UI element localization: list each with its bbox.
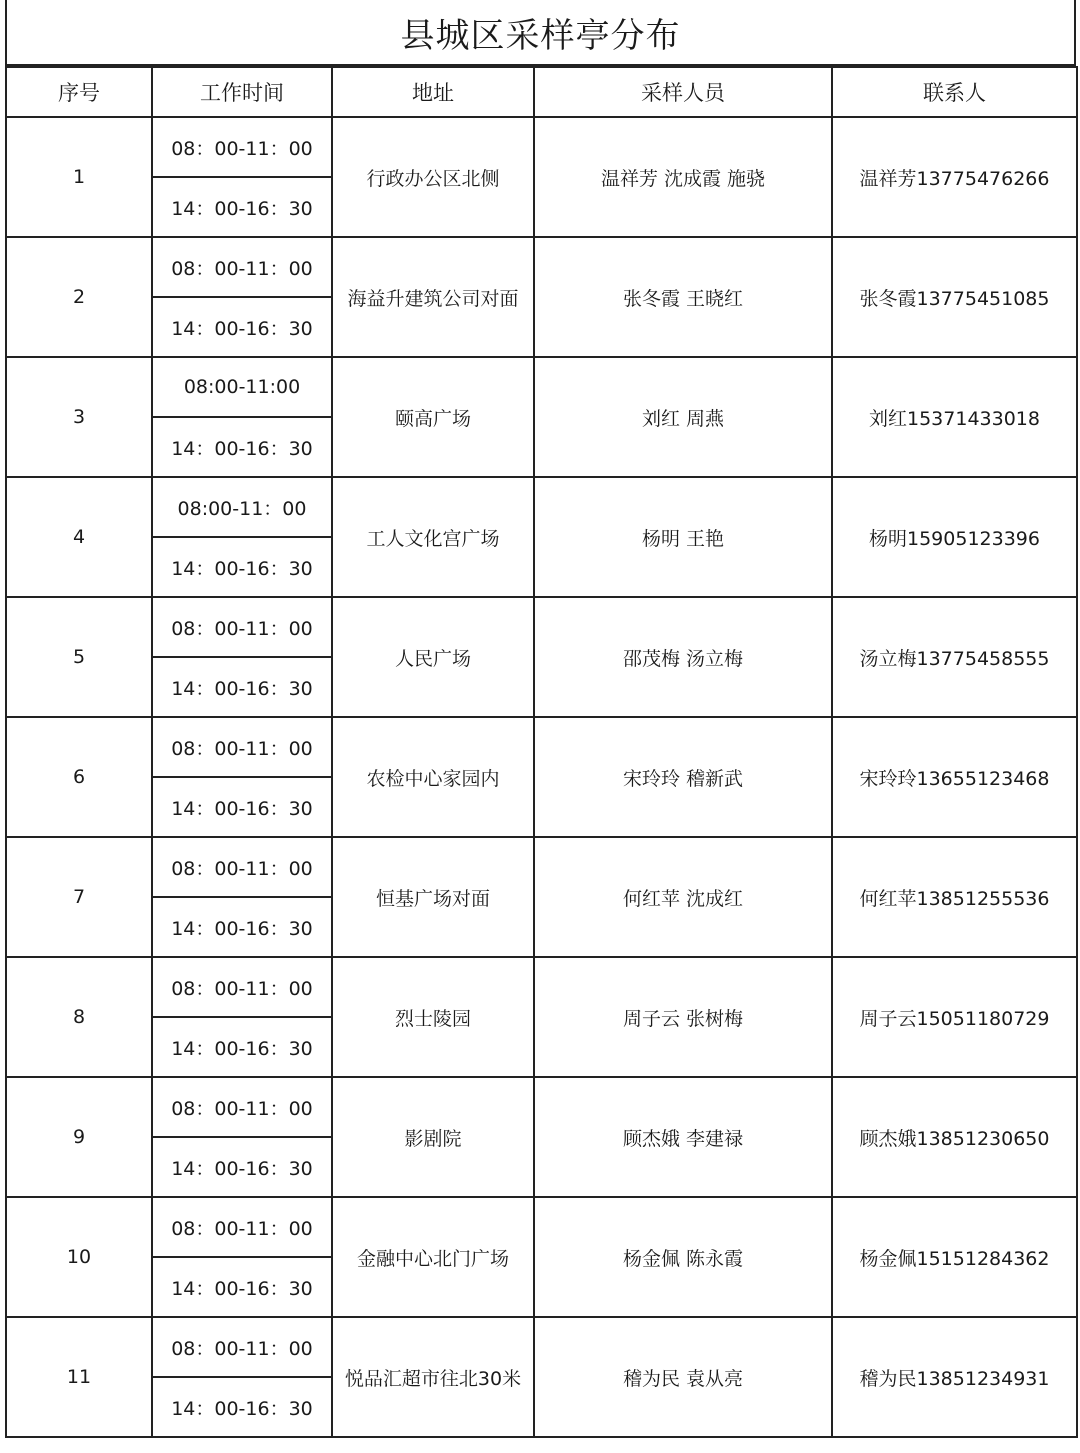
- table-row: [6, 597, 1077, 657]
- row-number: 7: [6, 837, 152, 957]
- table-row: [6, 957, 1077, 1017]
- table-row: [6, 1077, 1077, 1137]
- contact-person: 顾杰娥13851230650: [832, 1077, 1077, 1197]
- contact-person: 稽为民13851234931: [832, 1317, 1077, 1437]
- header-contact: 联系人: [832, 67, 1077, 117]
- header-no: 序号: [6, 67, 152, 117]
- booth-address: 金融中心北门广场: [332, 1197, 534, 1317]
- header-time: 工作时间: [152, 67, 332, 117]
- morning-hours: 08：00-11：00: [152, 597, 332, 657]
- booth-address: 人民广场: [332, 597, 534, 717]
- row-number: 1: [6, 117, 152, 237]
- afternoon-hours: 14：00-16：30: [152, 297, 332, 357]
- booth-address: 烈士陵园: [332, 957, 534, 1077]
- row-number: 6: [6, 717, 152, 837]
- sampling-staff: 刘红 周燕: [534, 357, 832, 477]
- contact-person: 温祥芳13775476266: [832, 117, 1077, 237]
- afternoon-hours: 14：00-16：30: [152, 537, 332, 597]
- table-row: [6, 357, 1077, 417]
- afternoon-hours: 14：00-16：30: [152, 417, 332, 477]
- contact-person: 张冬霞13775451085: [832, 237, 1077, 357]
- sampling-staff: 稽为民 袁从亮: [534, 1317, 832, 1437]
- table-row: [6, 237, 1077, 297]
- morning-hours: 08：00-11：00: [152, 1077, 332, 1137]
- contact-person: 周子云15051180729: [832, 957, 1077, 1077]
- afternoon-hours: 14：00-16：30: [152, 777, 332, 837]
- row-number: 2: [6, 237, 152, 357]
- row-number: 4: [6, 477, 152, 597]
- afternoon-hours: 14：00-16：30: [152, 1017, 332, 1077]
- sampling-staff: 温祥芳 沈成霞 施骁: [534, 117, 832, 237]
- booth-address: 悦品汇超市往北30米: [332, 1317, 534, 1437]
- afternoon-hours: 14：00-16：30: [152, 897, 332, 957]
- table-row: [6, 117, 1077, 177]
- sampling-staff: 何红苹 沈成红: [534, 837, 832, 957]
- afternoon-hours: 14：00-16：30: [152, 1257, 332, 1317]
- sampling-staff: 顾杰娥 李建禄: [534, 1077, 832, 1197]
- table-row: [6, 837, 1077, 897]
- contact-person: 杨金佩15151284362: [832, 1197, 1077, 1317]
- booth-address: 海益升建筑公司对面: [332, 237, 534, 357]
- booth-address: 工人文化宫广场: [332, 477, 534, 597]
- contact-person: 宋玲玲13655123468: [832, 717, 1077, 837]
- booth-table: [5, 66, 1078, 1438]
- sampling-staff: 张冬霞 王晓红: [534, 237, 832, 357]
- booth-address: 农检中心家园内: [332, 717, 534, 837]
- sampling-staff: 周子云 张树梅: [534, 957, 832, 1077]
- morning-hours: 08：00-11：00: [152, 717, 332, 777]
- sampling-staff: 杨明 王艳: [534, 477, 832, 597]
- contact-person: 汤立梅13775458555: [832, 597, 1077, 717]
- booth-address: 影剧院: [332, 1077, 534, 1197]
- morning-hours: 08：00-11：00: [152, 1317, 332, 1377]
- booth-address: 恒基广场对面: [332, 837, 534, 957]
- afternoon-hours: 14：00-16：30: [152, 657, 332, 717]
- morning-hours: 08：00-11：00: [152, 1197, 332, 1257]
- contact-person: 何红苹13851255536: [832, 837, 1077, 957]
- table-row: [6, 477, 1077, 537]
- header-staff: 采样人员: [534, 67, 832, 117]
- morning-hours: 08：00-11：00: [152, 957, 332, 1017]
- header-address: 地址: [332, 67, 534, 117]
- morning-hours: 08:00-11：00: [152, 477, 332, 537]
- sampling-staff: 邵茂梅 汤立梅: [534, 597, 832, 717]
- sampling-staff: 杨金佩 陈永霞: [534, 1197, 832, 1317]
- afternoon-hours: 14：00-16：30: [152, 1377, 332, 1437]
- row-number: 8: [6, 957, 152, 1077]
- morning-hours: 08：00-11：00: [152, 837, 332, 897]
- afternoon-hours: 14：00-16：30: [152, 1137, 332, 1197]
- morning-hours: 08：00-11：00: [152, 117, 332, 177]
- header-row: [6, 67, 1077, 117]
- row-number: 5: [6, 597, 152, 717]
- table-row: [6, 1317, 1077, 1377]
- morning-hours: 08：00-11：00: [152, 237, 332, 297]
- contact-person: 刘红15371433018: [832, 357, 1077, 477]
- table-row: [6, 1197, 1077, 1257]
- sampling-staff: 宋玲玲 稽新武: [534, 717, 832, 837]
- morning-hours: 08:00-11:00: [152, 357, 332, 417]
- row-number: 9: [6, 1077, 152, 1197]
- contact-person: 杨明15905123396: [832, 477, 1077, 597]
- row-number: 3: [6, 357, 152, 477]
- booth-address: 行政办公区北侧: [332, 117, 534, 237]
- booth-address: 颐高广场: [332, 357, 534, 477]
- row-number: 11: [6, 1317, 152, 1437]
- afternoon-hours: 14：00-16：30: [152, 177, 332, 237]
- table-body: [6, 117, 1077, 1437]
- table-row: [6, 717, 1077, 777]
- row-number: 10: [6, 1197, 152, 1317]
- page-title: 县城区采样亭分布: [5, 0, 1076, 66]
